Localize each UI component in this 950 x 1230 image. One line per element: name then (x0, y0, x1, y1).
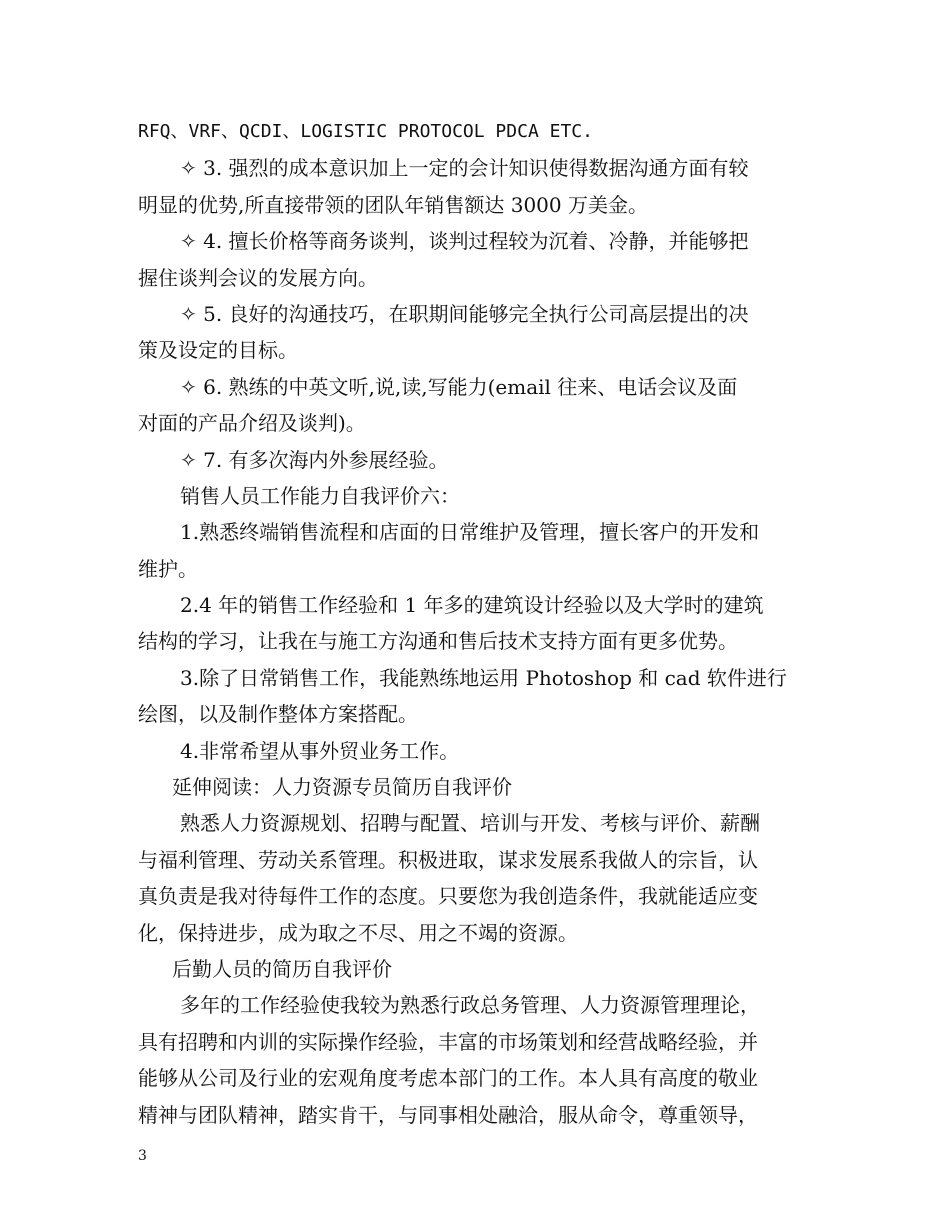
text-line: 4.非常希望从事外贸业务工作。 (180, 738, 460, 763)
text-line: 明显的优势,所直接带领的团队年销售额达 3000 万美金。 (138, 192, 648, 217)
text-line: 3.除了日常销售工作，我能熟练地运用 Photoshop 和 cad 软件进行 (180, 665, 787, 690)
section-heading: 销售人员工作能力自我评价六： (180, 483, 460, 508)
text-line: 策及设定的目标。 (138, 338, 298, 363)
section-heading: 延伸阅读：人力资源专员简历自我评价 (172, 775, 512, 800)
text-line: 多年的工作经验使我较为熟悉行政总务管理、人力资源管理理论， (180, 993, 760, 1018)
text-line: 1.熟悉终端销售流程和店面的日常维护及管理，擅长客户的开发和 (180, 520, 760, 545)
text-line: RFQ、VRF、QCDI、LOGISTIC PROTOCOL PDCA ETC. (138, 121, 593, 142)
body-text (138, 114, 814, 1133)
text-line: 结构的学习，让我在与施工方沟通和售后技术支持方面有更多优势。 (138, 629, 738, 654)
text-line: 真负责是我对待每件工作的态度。只要您为我创造条件，我就能适应变 (138, 884, 758, 909)
text-line: 2.4 年的销售工作经验和 1 年多的建筑设计经验以及大学时的建筑 (180, 593, 764, 618)
text-line: ✧ 6. 熟练的中英文听,说,读,写能力(email 往来、电话会议及面 (180, 374, 738, 399)
text-line: 能够从公司及行业的宏观角度考虑本部门的工作。本人具有高度的敬业 (138, 1066, 758, 1091)
text-line: 化，保持进步，成为取之不尽、用之不竭的资源。 (138, 920, 578, 945)
text-line: 维护。 (138, 556, 198, 581)
text-line: 熟悉人力资源规划、招聘与配置、培训与开发、考核与评价、薪酬 (180, 811, 760, 836)
text-line: 对面的产品介绍及谈判)。 (138, 411, 366, 436)
text-line: 绘图，以及制作整体方案搭配。 (138, 702, 418, 727)
text-line: 与福利管理、劳动关系管理。积极进取，谋求发展系我做人的宗旨，认 (138, 847, 758, 872)
text-line: ✧ 4. 擅长价格等商务谈判，谈判过程较为沉着、冷静，并能够把 (180, 229, 749, 254)
section-heading: 后勤人员的简历自我评价 (172, 956, 392, 981)
text-line: ✧ 3. 强烈的成本意识加上一定的会计知识使得数据沟通方面有较 (180, 156, 749, 181)
text-line: 精神与团队精神，踏实肯干，与同事相处融洽，服从命令，尊重领导， (138, 1102, 758, 1127)
text-line: 握住谈判会议的发展方向。 (138, 265, 378, 290)
text-line: 具有招聘和内训的实际操作经验，丰富的市场策划和经营战略经验，并 (138, 1029, 758, 1054)
page-number: 3 (138, 1148, 147, 1164)
text-line: ✧ 7. 有多次海内外参展经验。 (180, 447, 449, 472)
text-line: ✧ 5. 良好的沟通技巧，在职期间能够完全执行公司高层提出的决 (180, 301, 749, 326)
